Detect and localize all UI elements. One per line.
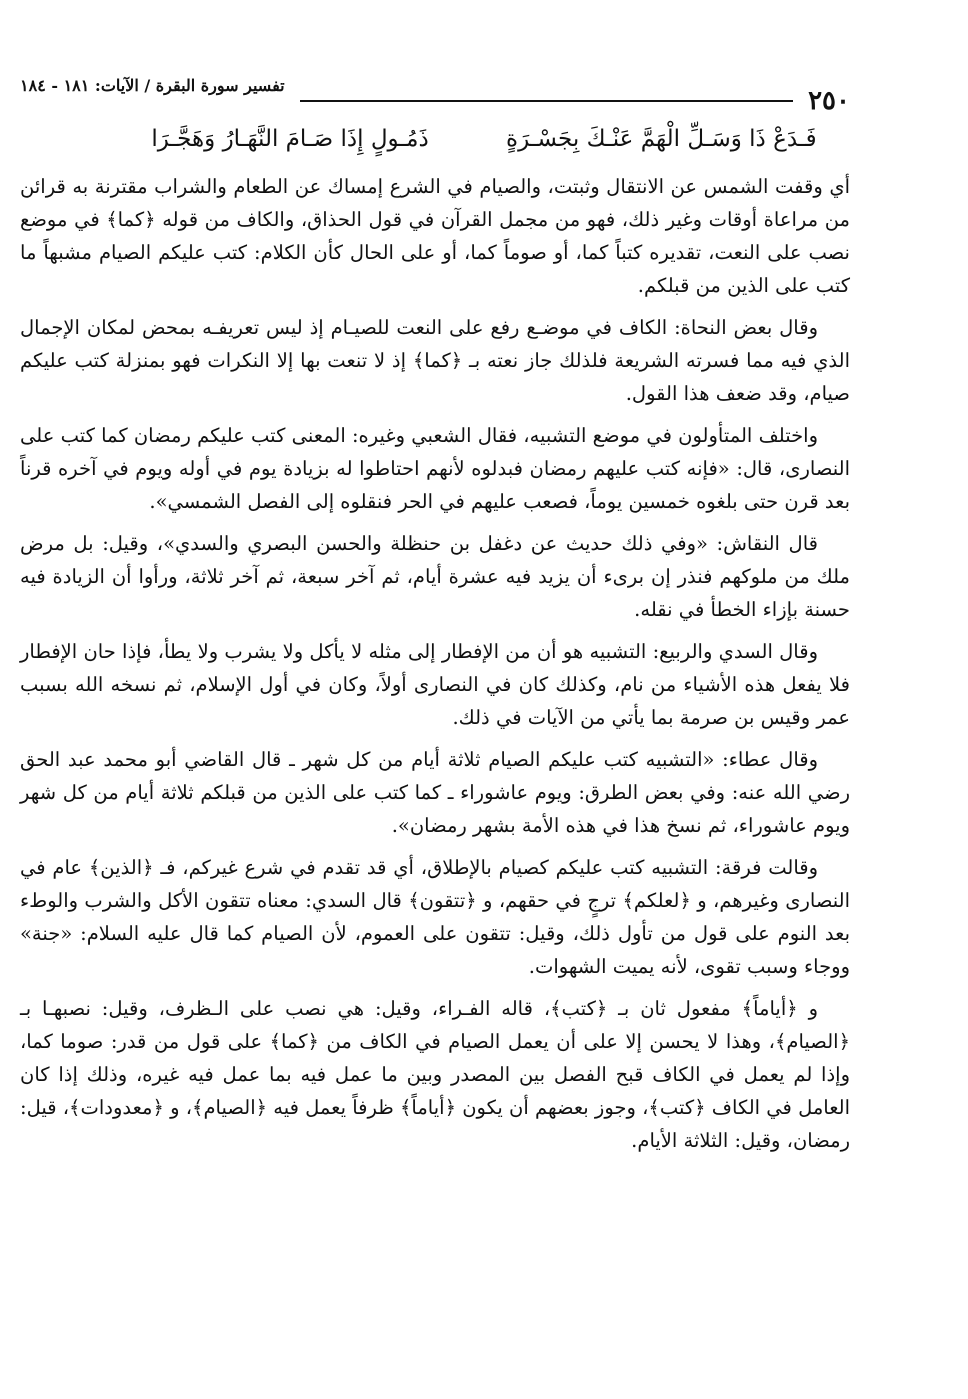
- paragraph: و ﴿أياماً﴾ مفعول ثان بـ ﴿كتب﴾، قاله الفـراء، وقيل: هي نصب على الـظرف، وقيل: نصبهـا بـ ﴿الصيام﴾، وهذا لا يحسن إلا على أن يعمل الصيام في الكاف من ﴿كما﴾ على قول من قدر: صوما كما، وإذا لم يعمل في الكاف قبح الفصل بين المصدر وبين ما عمل فيه بما عمل فيه غيره، وذلك إذا كان العامل في الكاف ﴿كتب﴾، وجوز بعضهم أن يكون ﴿أياماً﴾ ظرفاً يعمل فيه ﴿الصيام﴾، و ﴿معدودات﴾، قيل: رمضان، وقيل: الثلاثة الأيام.: [20, 997, 850, 1152]
- verse-hemistich-second: ذَمُـولٍ إِذَا صَـامَ النَّهَـارُ وَهَجَّـرَا: [151, 126, 429, 152]
- paragraph: وقالت فرقة: التشبيه كتب عليكم كصيام بالإطلاق، أي قد تقدم في شرع غيركم، فـ ﴿الذين﴾ عام في النصارى وغيرهم، و ﴿لعلكم﴾ ترجٍ في حقهم، و ﴿تتقون﴾ قال السدي: معناه تتقون الأكل والشرب والوطء بعد النوم على قول من تأول ذلك، وقيل: تتقون على العموم، لأن الصيام كما قال عليه السلام: «جنة» ووجاء وسبب تقوى، لأنه يميت الشهوات.: [20, 856, 850, 978]
- poetry-verse: [120, 126, 848, 166]
- paragraph: وقال عطاء: «التشبيه كتب عليكم الصيام ثلاثة أيام من كل شهر ـ قال القاضي أبو محمد عبد الحق رضي الله عنه: وفي بعض الطرق: ويوم عاشوراء ـ كما كتب على الذين من قبلكم ثلاثة أيام من كل شهر ويوم عاشوراء، ثم نسخ هذا في هذه الأمة بشهر رمضان».: [20, 748, 850, 837]
- paragraph: وقال بعض النحاة: الكاف في موضـع رفع على النعت للصيـام إذ ليس تعريفـه بمحض لمكان الإجمال الذي فيه مما فسرته الشريعة فلذلك جاز نعته بـ ﴿كما﴾ إذ لا تنعت بها إلا النكرات فهو بمنزلة كتب عليكم صيام، وقد ضعف هذا القول.: [20, 316, 850, 405]
- paragraph: قال النقاش: «وفي ذلك حديث عن دغفل بن حنظلة والحسن البصري والسدي»، وقيل: بل مرض ملك من ملوكهم فنذر إن برىء أن يزيد فيه عشرة أيام، ثم آخر سبعة، ثم آخر ثلاثة، ورأوا أن الزيادة فيه حسنة بإزاء الخطأ في نقله.: [20, 532, 850, 621]
- running-head: تفسير سورة البقرة / الآيات: ١٨١ - ١٨٤: [20, 76, 285, 95]
- verse-hemistich-first: فَـدَعْ ذَا وَسَـلِّ الْهَمَّ عَنْـكَ بِجَسْـرَةٍ: [506, 126, 817, 152]
- paragraph: واختلف المتأولون في موضع التشبيه، فقال الشعبي وغيره: المعنى كتب عليكم رمضان كما كتب على النصارى، قال: «فإنه كتب عليهم رمضان فبدلوه لأنهم احتاطوا له بزيادة يوم في أوله ويوم في آخره قرناً بعد قرن حتى بلغوه خمسين يوماً، فصعب عليهم في الحر فنقلوه إلى الفصل الشمسي».: [20, 424, 850, 513]
- paragraph: أي وقفت الشمس عن الانتقال وثبتت، والصيام في الشرع إمساك عن الطعام والشراب مقترنة به قرائن من مراعاة أوقات وغير ذلك، فهو من مجمل القرآن في قول الحذاق، والكاف من قوله ﴿كما﴾ في موضع نصب على النعت، تقديره كتباً كما، أو صوماً كما، أو على الحال كأن الكلام: كتب عليكم الصيام مشبهاً ما كتب على الذين من قبلكم.: [20, 175, 850, 297]
- paragraph: وقال السدي والربيع: التشبيه هو أن من الإفطار إلى مثله لا يأكل ولا يشرب ولا يطأ، فإذا حان الإفطار فلا يفعل هذه الأشياء من نام، وكذلك كان في النصارى أولاً، وكان في أول الإسلام، ثم نسخه الله بسبب عمر وقيس بن صرمة بما يأتي من الآيات في ذلك.: [20, 640, 850, 729]
- page-number: ٢٥٠: [808, 86, 850, 116]
- body-text: [20, 170, 850, 1166]
- header-rule: [300, 100, 793, 102]
